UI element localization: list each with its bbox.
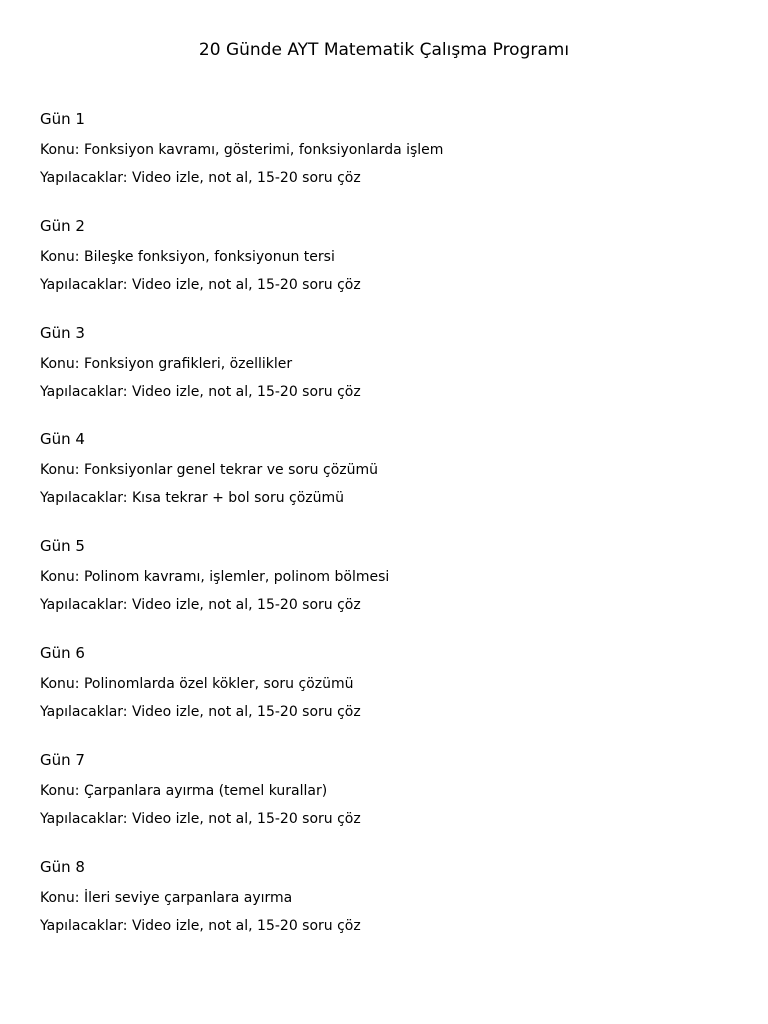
page-title: 20 Günde AYT Matematik Çalışma Programı: [198, 40, 570, 60]
day-topic: Konu: Fonksiyonlar genel tekrar ve soru çözümü: [40, 462, 379, 479]
day-heading: Gün 7: [40, 750, 85, 769]
day-topic: Konu: Fonksiyon kavramı, gösterimi, fonksiyonlarda işlem: [40, 142, 444, 158]
day-entry-6: [40, 641, 740, 748]
day-topic: Konu: Fonksiyon grafikleri, özellikler: [40, 355, 293, 372]
day-topic: Konu: Bileşke fonksiyon, fonksiyonun tersi: [40, 248, 335, 265]
day-tasks: Yapılacaklar: Video izle, not al, 15-20 soru çöz: [40, 703, 361, 720]
day-tasks: Yapılacaklar: Video izle, not al, 15-20 soru çöz: [40, 810, 361, 827]
day-heading: Gün 2: [40, 216, 85, 235]
day-topic: Konu: Çarpanlara ayırma (temel kurallar): [40, 782, 328, 799]
day-entry-1: [40, 107, 740, 214]
day-tasks: Yapılacaklar: Video izle, not al, 15-20 soru çöz: [40, 597, 361, 614]
day-heading: Gün 3: [40, 323, 85, 342]
day-entry-3: [40, 321, 740, 428]
day-entry-7: [40, 748, 740, 855]
day-entry-2: [40, 214, 740, 321]
day-heading: Gün 6: [40, 643, 85, 662]
day-tasks: Yapılacaklar: Video izle, not al, 15-20 soru çöz: [40, 170, 361, 186]
day-list: [40, 107, 740, 961]
day-heading: Gün 8: [40, 857, 85, 876]
day-entry-4: [40, 427, 740, 534]
day-topic: Konu: Polinom kavramı, işlemler, polinom bölmesi: [40, 569, 390, 586]
day-entry-5: [40, 534, 740, 641]
day-tasks: Yapılacaklar: Video izle, not al, 15-20 soru çöz: [40, 383, 361, 400]
day-heading: Gün 4: [40, 430, 85, 449]
day-topic: Konu: Polinomlarda özel kökler, soru çözümü: [40, 675, 354, 692]
day-tasks: Yapılacaklar: Kısa tekrar + bol soru çözümü: [40, 490, 345, 507]
day-topic: Konu: İleri seviye çarpanlara ayırma: [40, 889, 293, 906]
day-tasks: Yapılacaklar: Video izle, not al, 15-20 soru çöz: [40, 276, 361, 293]
day-heading: Gün 5: [40, 537, 85, 556]
day-heading: Gün 1: [40, 110, 85, 128]
day-tasks: Yapılacaklar: Video izle, not al, 15-20 soru çöz: [40, 917, 361, 934]
day-entry-8: [40, 855, 740, 962]
